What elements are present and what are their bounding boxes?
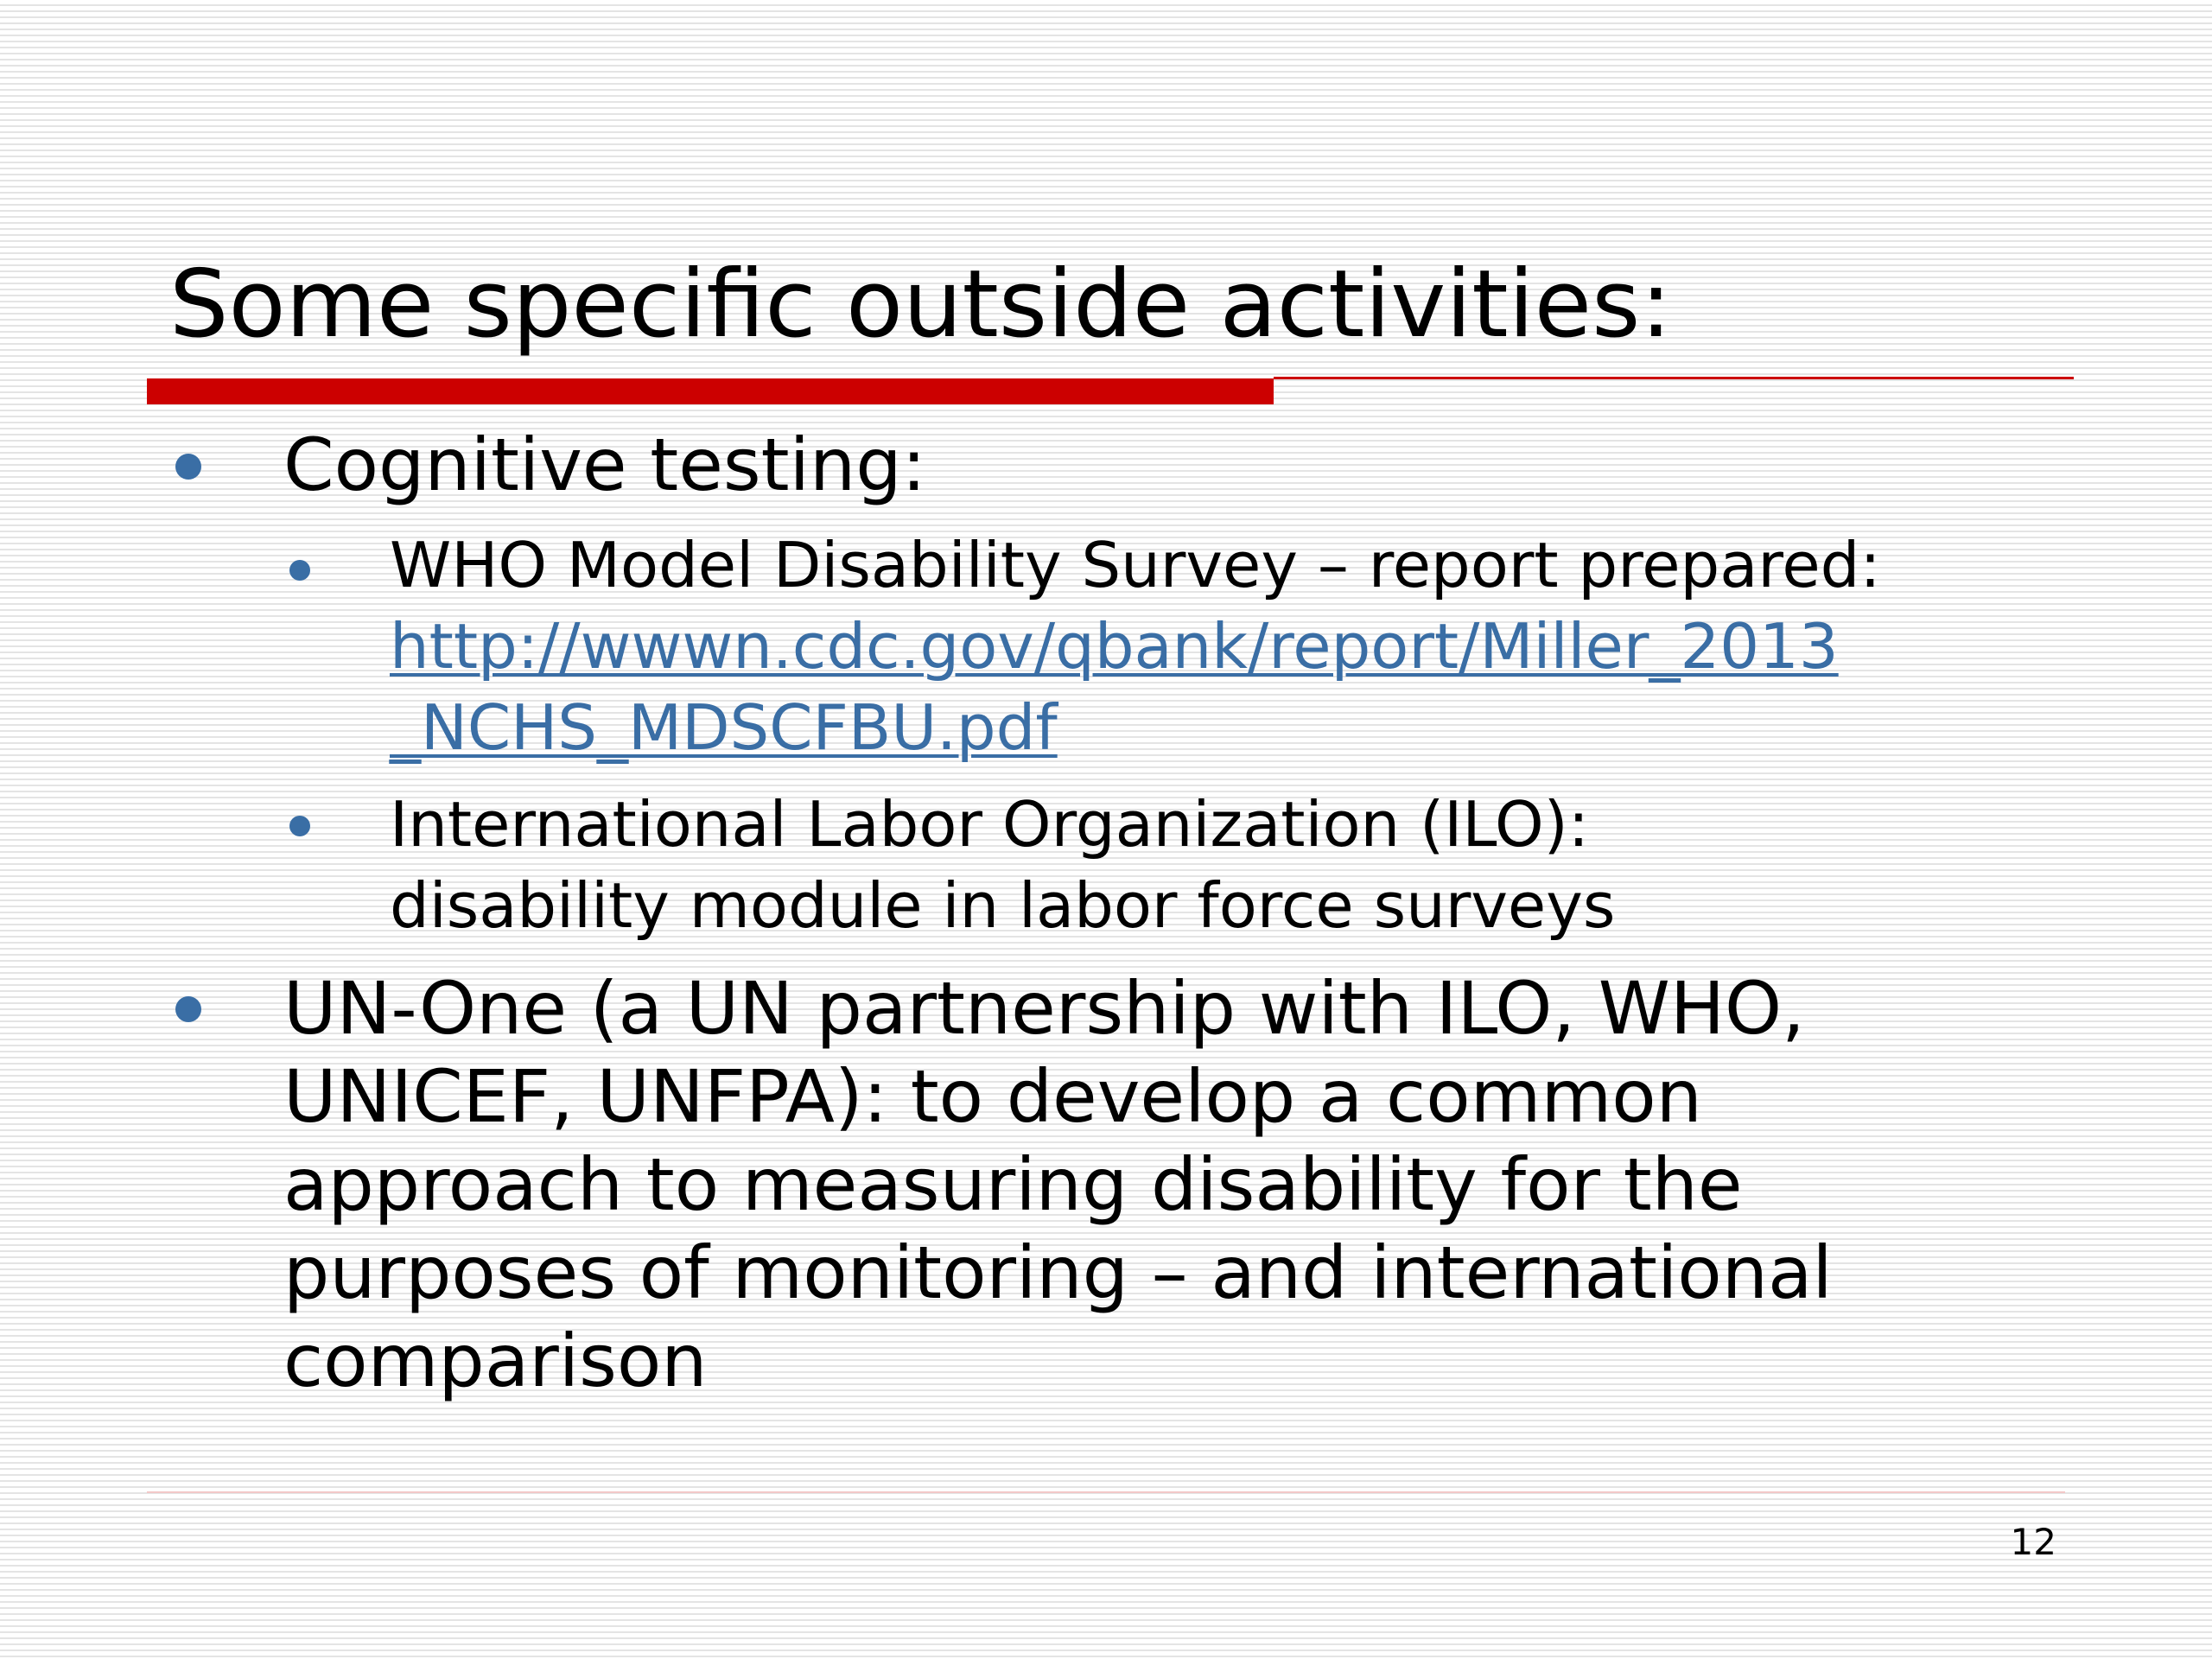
bullet-line: UNICEF, UNFPA): to develop a common [283, 1054, 1702, 1139]
bullet-text [283, 964, 1833, 1405]
bullet-dot-icon [175, 996, 201, 1022]
bullet-dot-icon [175, 454, 201, 480]
bullet-dot-icon [289, 816, 310, 836]
slide-title: Some specific outside activities: [169, 251, 1672, 359]
footer-divider [147, 1491, 2065, 1493]
bullet-dot-icon [289, 560, 310, 581]
report-link-line-1[interactable]: http://wwwn.cdc.gov/qbank/report/Miller_2013 [390, 610, 1839, 683]
sub-bullet-line: disability module in labor force surveys [390, 869, 1616, 942]
bullet-line: purposes of monitoring – and international [283, 1230, 1833, 1315]
title-underline-thin [1274, 377, 2074, 379]
sub-bullet-line: WHO Model Disability Survey – report prepared: [390, 529, 1881, 601]
sub-bullet-text [390, 784, 1615, 946]
bullet-line: comparison [283, 1319, 708, 1403]
title-underline-thick [147, 378, 1274, 404]
sub-bullet-line: International Labor Organization (ILO): [390, 788, 1589, 861]
bullet-line: approach to measuring disability for the [283, 1142, 1743, 1227]
sub-bullet-text [390, 524, 1881, 768]
bullet-line: UN-One (a UN partnership with ILO, WHO, [283, 966, 1805, 1051]
page-number: 12 [2010, 1521, 2056, 1563]
bullet-text: Cognitive testing: [283, 423, 926, 507]
report-link-line-2[interactable]: _NCHS_MDSCFBU.pdf [390, 691, 1058, 764]
